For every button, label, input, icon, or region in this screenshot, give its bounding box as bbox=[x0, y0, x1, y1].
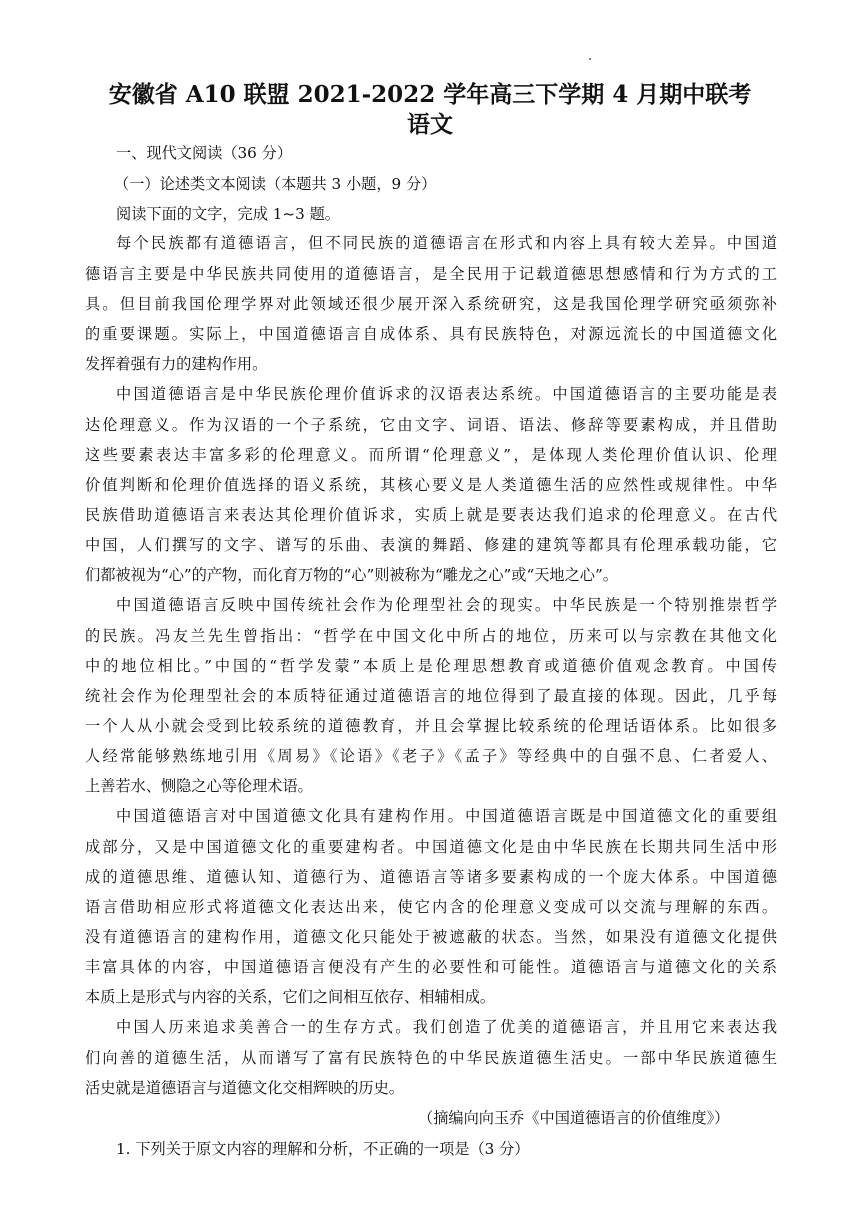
text-line: 的民族。冯友兰先生曾指出：“哲学在中国文化中所占的地位，历来可以与宗教在其他文化 bbox=[85, 627, 777, 645]
text-line: 具。但目前我国伦理学界对此领域还很少展开深入系统研究，这是我国伦理学研究亟须弥补 bbox=[85, 295, 777, 313]
text-line: 中国道德语言对中国道德文化具有建构作用。中国道德语言既是中国道德文化的重要组 bbox=[116, 807, 777, 825]
text-line: 德语言主要是中华民族共同使用的道德语言，是全民用于记载道德思想感情和行为方式的工 bbox=[85, 265, 777, 283]
text-line: 中国，人们撰写的文字、谱写的乐曲、表演的舞蹈、修建的建筑等都具有伦理承载功能，它 bbox=[85, 536, 777, 554]
source-citation: （摘编向向玉乔《中国道德语言的价值维度》） bbox=[418, 1109, 730, 1127]
text-line: 中国道德语言是中华民族伦理价值诉求的汉语表达系统。中国道德语言的主要功能是表 bbox=[116, 385, 777, 403]
text-line: 中国人历来追求美善合一的生存方式。我们创造了优美的道德语言，并且用它来表达我 bbox=[116, 1018, 777, 1036]
subject-title: 语文 bbox=[407, 111, 453, 138]
text-line: 发挥着强有力的建构作用。 bbox=[85, 355, 268, 373]
question-1: 1. 下列关于原文内容的理解和分析，不正确的一项是（3 分） bbox=[116, 1140, 530, 1158]
text-line: 成的道德思维、道德认知、道德行为、道德语言等诸多要素构成的一个庞大体系。中国道德 bbox=[85, 868, 777, 886]
text-line: 人经常能够熟练地引用《周易》《论语》《老子》《孟子》等经典中的自强不息、仁者爱人、 bbox=[85, 747, 777, 765]
text-line: 没有道德语言的建构作用，道德文化只能处于被遮蔽的状态。当然，如果没有道德文化提供 bbox=[85, 928, 777, 946]
text-line: 们都被视为“心”的产物，而化育万物的“心”则被称为“雕龙之心”或“天地之心”。 bbox=[85, 566, 618, 584]
text-line: 本质上是形式与内容的关系，它们之间相互依存、相辅相成。 bbox=[85, 988, 496, 1006]
section-heading: 一、现代文阅读（36 分） bbox=[116, 144, 293, 162]
text-line: 活史就是道德语言与道德文化交相辉映的历史。 bbox=[85, 1079, 404, 1097]
text-line: 价值判断和伦理价值选择的语义系统，其核心要义是人类道德生活的应然性或规律性。中华 bbox=[85, 476, 777, 494]
text-line: 的重要课题。实际上，中国道德语言自成体系、具有民族特色，对源远流长的中国道德文化 bbox=[85, 325, 777, 343]
text-line: 上善若水、恻隐之心等伦理术语。 bbox=[85, 777, 313, 795]
text-line: 民族借助道德语言来表达其伦理价值诉求，实质上就是要表达我们追求的伦理意义。在古代 bbox=[85, 506, 777, 524]
exam-title: 安徽省 A10 联盟 2021-2022 学年高三下学期 4 月期中联考 bbox=[108, 81, 752, 108]
stray-dot bbox=[589, 58, 591, 60]
text-line: 们向善的道德生活，从而谱写了富有民族特色的中华民族道德生活史。一部中华民族道德生 bbox=[85, 1049, 777, 1067]
text-line: 丰富具体的内容，中国道德语言便没有产生的必要性和可能性。道德语言与道德文化的关系 bbox=[85, 958, 777, 976]
text-line: 每个民族都有道德语言，但不同民族的道德语言在形式和内容上具有较大差异。中国道 bbox=[116, 234, 777, 252]
text-line: 成部分，又是中国道德文化的重要建构者。中国道德文化是由中华民族在长期共同生活中形 bbox=[85, 838, 777, 856]
text-line: 一个人从小就会受到比较系统的道德教育，并且会掌握比较系统的伦理话语体系。比如很多 bbox=[85, 717, 777, 735]
subsection-heading: （一）论述类文本阅读（本题共 3 小题，9 分） bbox=[114, 175, 437, 193]
text-line: 达伦理意义。作为汉语的一个子系统，它由文字、词语、语法、修辞等要素构成，并且借助 bbox=[85, 416, 777, 434]
text-line: 语言借助相应形式将道德文化表达出来，使它内含的伦理意义变成可以交流与理解的东西。 bbox=[85, 898, 777, 916]
text-line: 中的地位相比。”中国的“哲学发蒙”本质上是伦理思想教育或道德价值观念教育。中国传 bbox=[85, 657, 777, 675]
text-line: 中国道德语言反映中国传统社会作为伦理型社会的现实。中华民族是一个特别推崇哲学 bbox=[116, 596, 777, 614]
reading-instruction: 阅读下面的文字，完成 1~3 题。 bbox=[116, 205, 340, 223]
text-line: 这些要素表达丰富多彩的伦理意义。而所谓“伦理意义”，是体现人类伦理价值认识、伦理 bbox=[85, 446, 777, 464]
text-line: 统社会作为伦理型社会的本质特征通过道德语言的地位得到了最直接的体现。因此，几乎每 bbox=[85, 687, 777, 705]
